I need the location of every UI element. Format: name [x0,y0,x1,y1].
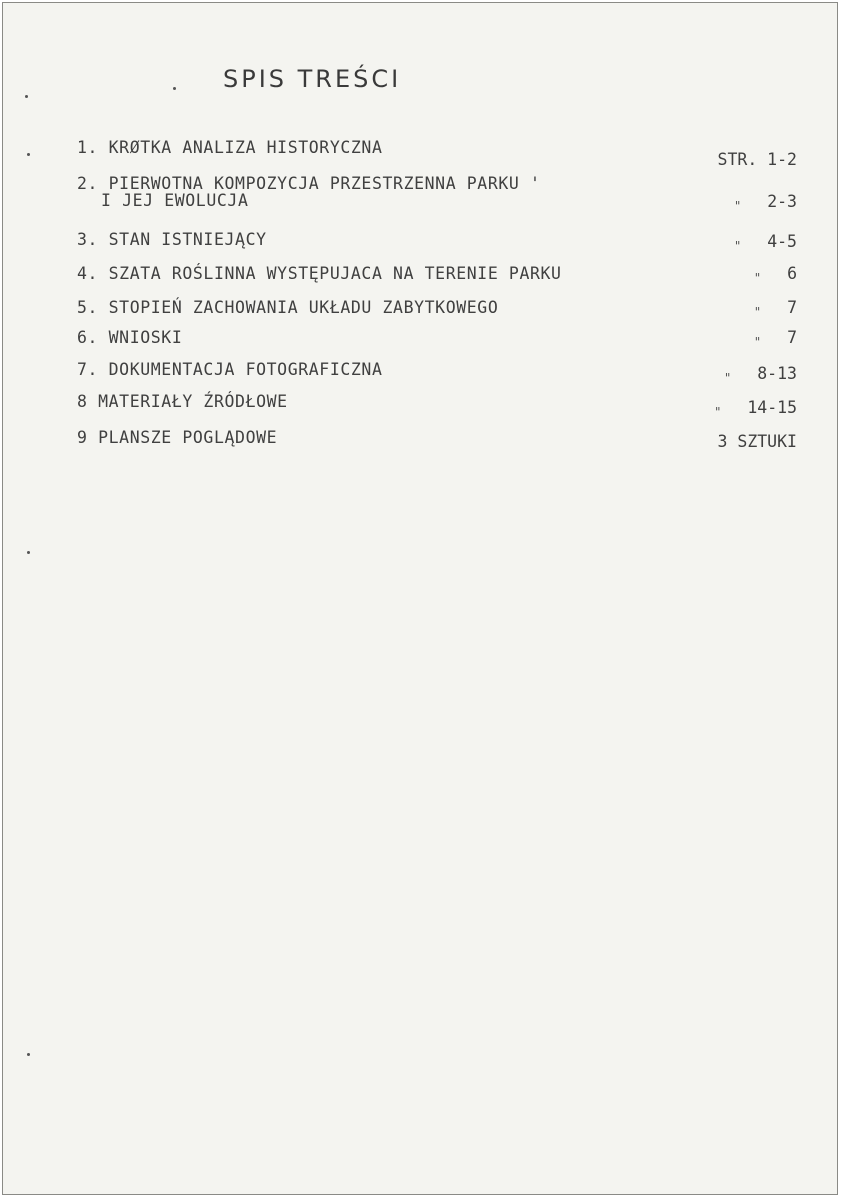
toc-entry-line [77,265,562,282]
toc-page-number: 4-5 [767,232,797,251]
stray-dot [27,551,30,554]
toc-entry-line [77,299,498,316]
toc-entry-page [677,433,797,450]
toc-entry-number: 7. [77,360,99,379]
toc-entry-text: PIERWOTNA KOMPOZYCJA PRZESTRZENNA PARKU ' [108,174,541,193]
ditto-mark: " [753,335,762,349]
toc-entry-title [77,329,182,346]
toc-entry-title [77,393,288,410]
stray-dot [173,87,176,90]
toc-entry [77,175,797,215]
toc-entry-text: I JEJ EWOLUCJA [101,191,249,210]
toc-entry-page [677,365,797,387]
toc-page-number: 7 [787,298,797,317]
stray-dot [27,153,30,156]
toc-entry-line [77,393,288,410]
toc-page-number: 7 [787,328,797,347]
toc-entry-text: PLANSZE POGLĄDOWE [98,428,278,447]
toc-entry-text: WNIOSKI [108,328,183,347]
ditto-mark: " [714,405,722,419]
toc-entry-line [77,192,541,209]
toc-entry-title [77,265,562,282]
ditto-mark: " [753,271,762,285]
toc-page-number: STR. 1-2 [717,150,797,169]
toc-page-number: 6 [787,264,797,283]
toc-entry-number: 4. [77,264,99,283]
toc-entry-title [77,231,267,248]
toc-page-number: 14-15 [747,398,797,417]
toc-entry-text: MATERIAŁY ŹRÓDŁOWE [98,392,288,411]
toc-entry-line [77,175,541,192]
toc-entry-text: SZATA ROŚLINNA WYSTĘPUJACA NA TERENIE PARKU [108,264,562,283]
toc-entry-title [77,139,383,156]
toc-entry [77,429,797,469]
toc-entry-line [77,231,267,248]
toc-entry-title [77,299,498,316]
toc-entry-text: DOKUMENTACJA FOTOGRAFICZNA [108,360,383,379]
ditto-mark: " [724,371,732,385]
toc-entry-line [77,139,383,156]
toc-entry-number: 1. [77,138,99,157]
document-page [2,2,838,1195]
toc-entry-title [77,175,541,209]
toc-entry-page [677,399,797,421]
toc-entry-number: 2. [77,174,99,193]
toc-entry-page [677,329,797,351]
toc-entry [77,393,797,433]
toc-entry-text: STAN ISTNIEJĄCY [108,230,267,249]
stray-dot [27,1053,30,1056]
toc-entry-title [77,429,277,446]
toc-entry-text: STOPIEŃ ZACHOWANIA UKŁADU ZABYTKOWEGO [108,298,499,317]
toc-entry-line [77,361,383,378]
ditto-mark: " [753,305,762,319]
ditto-mark: " [733,239,742,253]
toc-entry-page [677,265,797,287]
page-title: SPIS TREŚCI [223,65,402,93]
toc-entry [77,139,797,179]
toc-entry-page [677,151,797,168]
toc-entry-text: KRØTKA ANALIZA HISTORYCZNA [108,138,383,157]
toc-entry-line [77,429,277,446]
toc-entry-page [677,299,797,321]
toc-page-number: 2-3 [767,192,797,211]
toc-entry-number: 6. [77,328,99,347]
toc-entry-number: 9 [77,428,88,447]
toc-entry-title [77,361,383,378]
toc-entry-line [77,329,182,346]
toc-entry-page [677,233,797,255]
toc-entry-page [677,193,797,215]
toc-entry-number: 5. [77,298,99,317]
toc-entry-number: 8 [77,392,88,411]
toc-entry-number: 3. [77,230,99,249]
stray-dot [25,95,28,98]
toc-page-number: 8-13 [757,364,797,383]
toc-page-number: 3 SZTUKI [717,432,797,451]
ditto-mark: " [733,199,742,213]
